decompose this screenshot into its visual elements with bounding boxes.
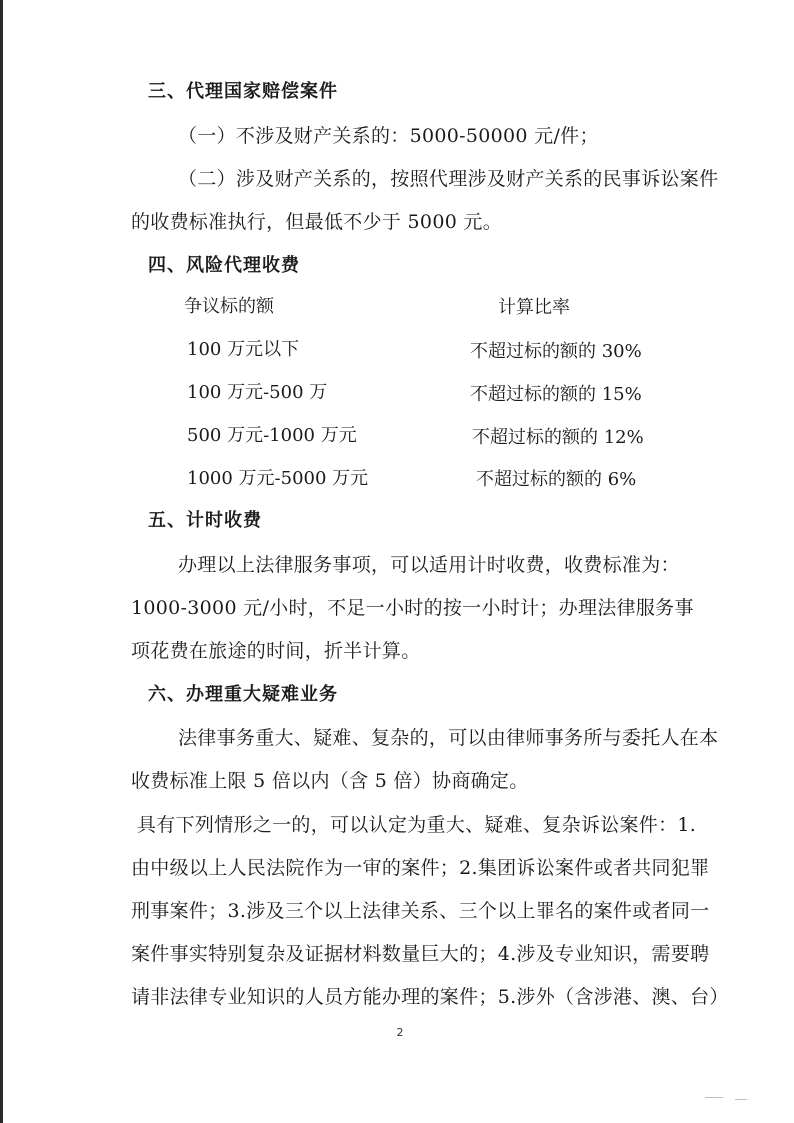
table-cell-amount: 500 万元-1000 万元 <box>187 425 357 446</box>
section5-line1: 办理以上法律服务事项，可以适用计时收费，收费标准为： <box>178 554 680 576</box>
table-cell-ratio: 不超过标的额的 30% <box>470 341 642 362</box>
section3-item2-line2: 的收费标准执行，但最低不少于 5000 元。 <box>131 211 503 233</box>
section6-p1-line2: 收费标准上限 5 倍以内（含 5 倍）协商确定。 <box>131 770 529 792</box>
section6-p2-line4: 案件事实特别复杂及证据材料数量巨大的；4.涉及专业知识，需要聘 <box>131 943 710 965</box>
section5-line2: 1000-3000 元/小时，不足一小时的按一小时计；办理法律服务事 <box>131 597 694 619</box>
section4-heading: 四、风险代理收费 <box>148 255 300 276</box>
section6-p2-line1: 具有下列情形之一的，可以认定为重大、疑难、复杂诉讼案件：1. <box>137 814 697 836</box>
section6-p1-line1: 法律事务重大、疑难、复杂的，可以由律师事务所与委托人在本 <box>178 727 719 749</box>
scan-artifact <box>735 1099 747 1100</box>
table-cell-ratio: 不超过标的额的 6% <box>476 469 637 490</box>
section5-line3: 项花费在旅途的时间，折半计算。 <box>131 640 421 662</box>
table-cell-ratio: 不超过标的额的 15% <box>470 384 642 405</box>
table-cell-ratio: 不超过标的额的 12% <box>472 427 644 448</box>
table-header-amount: 争议标的额 <box>184 296 274 317</box>
section6-p2-line5: 请非法律专业知识的人员方能办理的案件；5.涉外（含涉港、澳、台） <box>131 986 729 1008</box>
section3-item2-line1: （二）涉及财产关系的，按照代理涉及财产关系的民事诉讼案件 <box>178 168 719 190</box>
scan-artifact <box>705 1097 723 1098</box>
table-header-ratio: 计算比率 <box>498 297 570 318</box>
table-cell-amount: 100 万元以下 <box>187 339 300 360</box>
section6-p2-line2: 由中级以上人民法院作为一审的案件；2.集团诉讼案件或者共同犯罪 <box>131 857 710 879</box>
section6-p2-line3: 刑事案件；3.涉及三个以上法律关系、三个以上罪名的案件或者同一 <box>131 900 710 922</box>
page-number: 2 <box>396 1026 404 1039</box>
section3-heading: 三、代理国家赔偿案件 <box>148 81 338 102</box>
table-cell-amount: 1000 万元-5000 万元 <box>187 468 369 489</box>
table-cell-amount: 100 万元-500 万 <box>187 382 328 403</box>
section6-heading: 六、办理重大疑难业务 <box>148 684 338 705</box>
section3-item1: （一）不涉及财产关系的：5000-50000 元/件； <box>178 125 599 147</box>
section5-heading: 五、计时收费 <box>148 510 262 531</box>
